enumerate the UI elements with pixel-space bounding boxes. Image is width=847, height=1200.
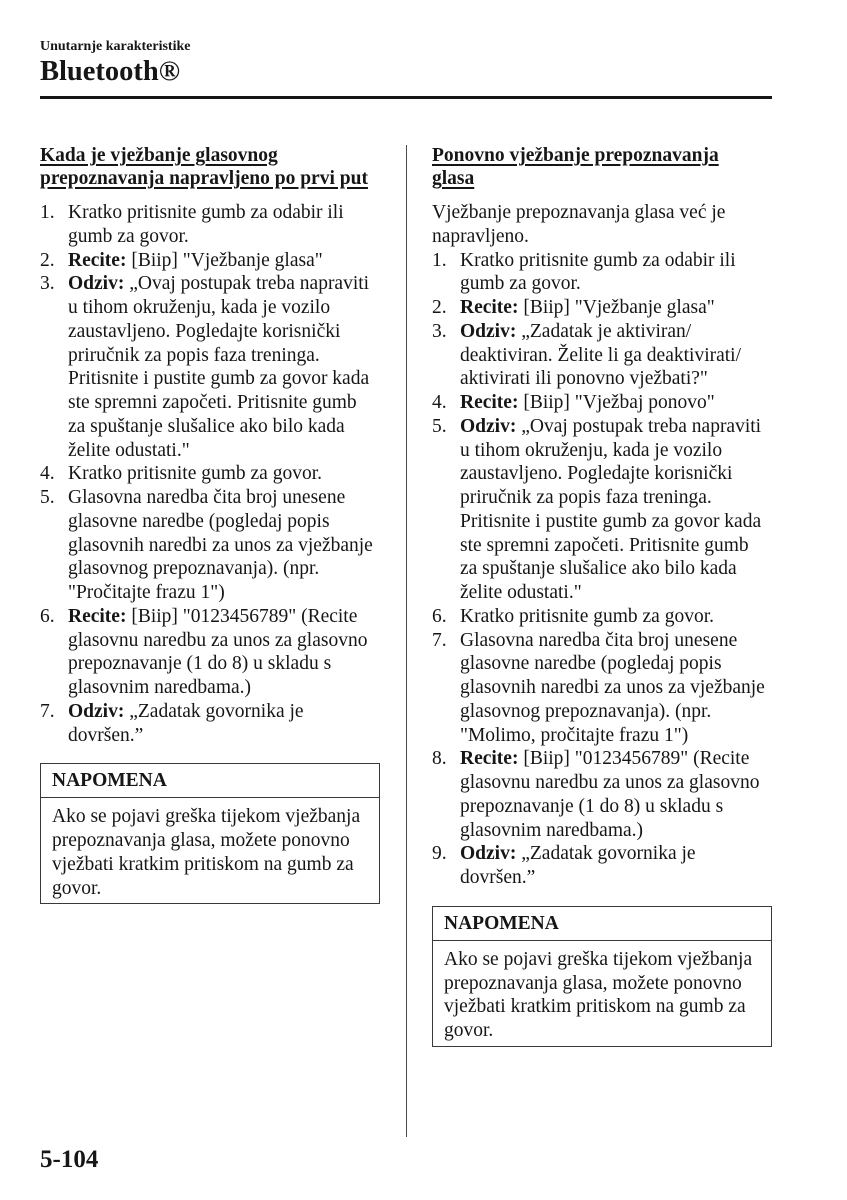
step-label: Recite:	[460, 748, 519, 770]
step-line-text: želite odustati."	[68, 439, 190, 461]
step-text	[68, 272, 380, 462]
step-line	[460, 534, 772, 558]
section-heading-line: prepoznavanja napravljeno po prvi put	[40, 168, 368, 189]
step-line	[460, 652, 772, 676]
step-line	[460, 676, 772, 700]
intro-line: Vježbanje prepoznavanja glasa već je	[432, 202, 726, 223]
note-body	[433, 941, 771, 1046]
step-text	[460, 320, 772, 391]
step-number: 3.	[432, 320, 447, 342]
step-line-text: glasovnim naredbama.)	[460, 819, 644, 841]
step-line	[68, 605, 380, 629]
step-number: 4.	[40, 463, 55, 485]
step-line	[68, 201, 380, 225]
step-line-text: Pritisnite i pustite gumb za govor kada	[460, 510, 762, 532]
step-line-text: glasovnu naredbu za unos za glasovno	[460, 772, 760, 793]
step-text	[460, 296, 772, 320]
step-text	[68, 201, 380, 249]
section-heading-line: Kada je vježbanje glasovnog	[40, 145, 278, 166]
step-text	[460, 605, 772, 629]
step-line	[68, 272, 380, 296]
step-line	[460, 629, 772, 653]
step-line	[68, 462, 380, 486]
step-line	[460, 866, 772, 890]
step-number: 7.	[432, 629, 447, 651]
step-line-text: u tihom okruženju, kada je vozilo	[68, 297, 331, 318]
step-number: 8.	[432, 748, 447, 770]
step-line	[68, 296, 380, 320]
step-number: 6.	[432, 605, 447, 627]
step-line	[68, 676, 380, 700]
step-line-text: deaktiviran. Želite li ga deaktivirati/	[460, 344, 742, 366]
step-line	[68, 367, 380, 391]
step-line-text: dovršen.”	[68, 724, 144, 746]
steps-list	[432, 201, 772, 890]
step-line	[460, 510, 772, 534]
step-number: 6.	[40, 605, 55, 627]
step-line-text: „Zadatak je aktiviran/	[521, 320, 692, 342]
step-number: 7.	[40, 700, 55, 722]
left-column	[40, 144, 380, 904]
step-line-text: priručnik za popis faza treninga.	[68, 344, 320, 366]
step-item	[432, 747, 772, 842]
step-line-text: glasovnim naredbama.)	[68, 677, 252, 698]
step-line-text: gumb za govor.	[68, 225, 189, 247]
step-line-text: zaustavljeno. Pogledajte korisnički	[460, 463, 733, 485]
step-line-text: u tihom okruženju, kada je vozilo	[460, 439, 723, 461]
step-line	[68, 391, 380, 415]
step-item	[432, 629, 772, 748]
step-line-text: gumb za govor.	[460, 273, 581, 295]
step-item	[432, 320, 772, 391]
step-line-text: Glasovna naredba čita broj unesene	[460, 629, 738, 651]
step-line-text: glasovnih naredbi za unos za vježbanje	[68, 534, 373, 556]
step-line-text: glasovnih naredbi za unos za vježbanje	[460, 677, 765, 698]
step-line-text: glasovne naredbe (pogledaj popis	[68, 510, 330, 532]
step-line-text: priručnik za popis faza treninga.	[460, 487, 712, 508]
step-text	[68, 462, 380, 486]
step-line-text: prepoznavanje (1 do 8) u skladu s	[460, 795, 724, 817]
step-number: 1.	[432, 249, 447, 271]
step-line-text: "Pročitajte frazu 1")	[68, 582, 225, 603]
step-line	[460, 415, 772, 439]
note-line: vježbati kratkim pritiskom na gumb za	[52, 853, 354, 875]
step-line-text: „Zadatak govornika je	[129, 700, 304, 722]
right-column	[432, 144, 772, 1047]
step-line	[68, 557, 380, 581]
step-line-text: Kratko pritisnite gumb za govor.	[460, 605, 714, 627]
step-label: Odziv:	[460, 415, 517, 437]
step-item	[40, 605, 380, 700]
step-line-text: želite odustati."	[460, 582, 582, 603]
step-item	[432, 249, 772, 297]
step-line	[460, 581, 772, 605]
step-line-text: [Biip] "Vježbanje glasa"	[131, 249, 323, 271]
section-heading	[432, 144, 772, 190]
step-line	[68, 415, 380, 439]
note-line: prepoznavanja glasa, možete ponovno	[444, 972, 742, 994]
step-label: Recite:	[68, 249, 127, 271]
section-heading-line: glasa	[432, 168, 475, 189]
step-line-text: zaustavljeno. Pogledajte korisnički	[68, 320, 341, 342]
note-line: Ako se pojavi greška tijekom vježbanja	[52, 806, 361, 828]
step-line	[460, 605, 772, 629]
step-line	[68, 700, 380, 724]
step-item	[40, 700, 380, 748]
step-line	[460, 557, 772, 581]
step-line	[460, 249, 772, 273]
step-line	[460, 700, 772, 724]
step-line-text: dovršen.”	[460, 867, 536, 888]
step-line-text: „Zadatak govornika je	[521, 843, 696, 865]
step-number: 5.	[40, 487, 55, 508]
step-line-text: za spuštanje slušalice ako bilo kada	[460, 558, 737, 580]
step-line	[460, 771, 772, 795]
step-line-text: „Ovaj postupak treba napraviti	[129, 273, 370, 295]
step-number: 4.	[432, 392, 447, 413]
step-number: 9.	[432, 843, 447, 865]
step-line	[460, 391, 772, 415]
note-line: Ako se pojavi greška tijekom vježbanja	[444, 948, 753, 970]
step-item	[432, 842, 772, 890]
step-line	[460, 439, 772, 463]
step-line-text: [Biip] "0123456789" (Recite	[523, 748, 750, 770]
step-line	[68, 652, 380, 676]
step-text	[68, 605, 380, 700]
step-line	[460, 842, 772, 866]
note-title: NAPOMENA	[433, 907, 771, 941]
step-line	[460, 724, 772, 748]
step-label: Odziv:	[460, 320, 517, 342]
step-number: 1.	[40, 202, 55, 223]
step-line-text: Pritisnite i pustite gumb za govor kada	[68, 368, 370, 390]
intro-line: napravljeno.	[432, 225, 529, 247]
step-line	[68, 439, 380, 463]
step-item	[40, 249, 380, 273]
step-line-text: „Ovaj postupak treba napraviti	[521, 415, 762, 437]
step-line	[460, 819, 772, 843]
step-item	[432, 391, 772, 415]
step-label: Odziv:	[68, 273, 125, 295]
step-text	[460, 842, 772, 890]
step-line	[68, 486, 380, 510]
step-text	[460, 415, 772, 605]
step-line	[460, 320, 772, 344]
step-line-text: za spuštanje slušalice ako bilo kada	[68, 415, 345, 437]
column-divider	[406, 145, 407, 1137]
step-line-text: "Molimo, pročitajte frazu 1")	[460, 724, 689, 746]
step-line-text: glasovnog prepoznavanja). (npr.	[68, 558, 320, 580]
step-line	[68, 320, 380, 344]
step-item	[40, 272, 380, 462]
step-text	[68, 249, 380, 273]
step-line-text: ste spremni započeti. Pritisnite gumb	[460, 534, 749, 556]
step-line-text: [Biip] "0123456789" (Recite	[131, 605, 358, 627]
step-line-text: prepoznavanje (1 do 8) u skladu s	[68, 653, 332, 675]
step-line	[68, 510, 380, 534]
step-label: Recite:	[460, 392, 519, 413]
step-item	[432, 605, 772, 629]
step-line-text: glasovnog prepoznavanja). (npr.	[460, 700, 712, 722]
note-body	[41, 798, 379, 903]
step-line-text: Kratko pritisnite gumb za odabir ili	[460, 249, 736, 271]
step-item	[432, 296, 772, 320]
note-box	[40, 763, 380, 904]
step-line	[460, 272, 772, 296]
section-heading	[40, 144, 380, 190]
step-number: 2.	[40, 249, 55, 271]
step-line-text: Glasovna naredba čita broj unesene	[68, 487, 346, 508]
note-line: vježbati kratkim pritiskom na gumb za	[444, 996, 746, 1018]
note-title: NAPOMENA	[41, 764, 379, 798]
step-text	[68, 486, 380, 605]
step-line-text: Kratko pritisnite gumb za odabir ili	[68, 202, 344, 223]
step-line	[68, 724, 380, 748]
page-title: Bluetooth®	[40, 56, 181, 87]
step-label: Recite:	[460, 297, 519, 318]
page-number: 5-104	[40, 1146, 99, 1173]
step-line	[460, 795, 772, 819]
note-line: govor.	[52, 877, 102, 899]
step-line	[460, 344, 772, 368]
step-number: 5.	[432, 415, 447, 437]
step-line-text: [Biip] "Vježbaj ponovo"	[523, 392, 715, 413]
step-line	[68, 249, 380, 273]
note-box	[432, 906, 772, 1047]
title-rule	[40, 96, 772, 99]
step-line-text: glasovnu naredbu za unos za glasovno	[68, 629, 368, 651]
step-line	[460, 747, 772, 771]
step-line-text: ste spremni započeti. Pritisnite gumb	[68, 392, 357, 413]
step-item	[40, 462, 380, 486]
step-line	[460, 486, 772, 510]
step-line-text: glasovne naredbe (pogledaj popis	[460, 653, 722, 675]
step-label: Odziv:	[460, 843, 517, 865]
step-line	[68, 581, 380, 605]
step-label: Odziv:	[68, 700, 125, 722]
step-label: Recite:	[68, 605, 127, 627]
step-item	[40, 486, 380, 605]
step-line-text: [Biip] "Vježbanje glasa"	[523, 297, 715, 318]
note-line: prepoznavanja glasa, možete ponovno	[52, 830, 350, 851]
step-line	[68, 225, 380, 249]
step-text	[460, 249, 772, 297]
step-text	[460, 747, 772, 842]
note-line: govor.	[444, 1020, 494, 1041]
step-item	[40, 201, 380, 249]
step-text	[460, 391, 772, 415]
section-label: Unutarnje karakteristike	[40, 39, 191, 54]
step-line	[460, 296, 772, 320]
step-line	[68, 344, 380, 368]
step-number: 3.	[40, 273, 55, 295]
step-number: 2.	[432, 297, 447, 318]
steps-list	[40, 201, 380, 747]
step-text	[460, 629, 772, 748]
step-text	[68, 700, 380, 748]
step-line	[460, 462, 772, 486]
section-heading-line: Ponovno vježbanje prepoznavanja	[432, 145, 719, 166]
step-line-text: Kratko pritisnite gumb za govor.	[68, 463, 322, 485]
step-line	[68, 629, 380, 653]
step-item	[432, 415, 772, 605]
step-line	[68, 534, 380, 558]
step-line	[460, 367, 772, 391]
step-line-text: aktivirati ili ponovno vježbati?"	[460, 368, 708, 390]
